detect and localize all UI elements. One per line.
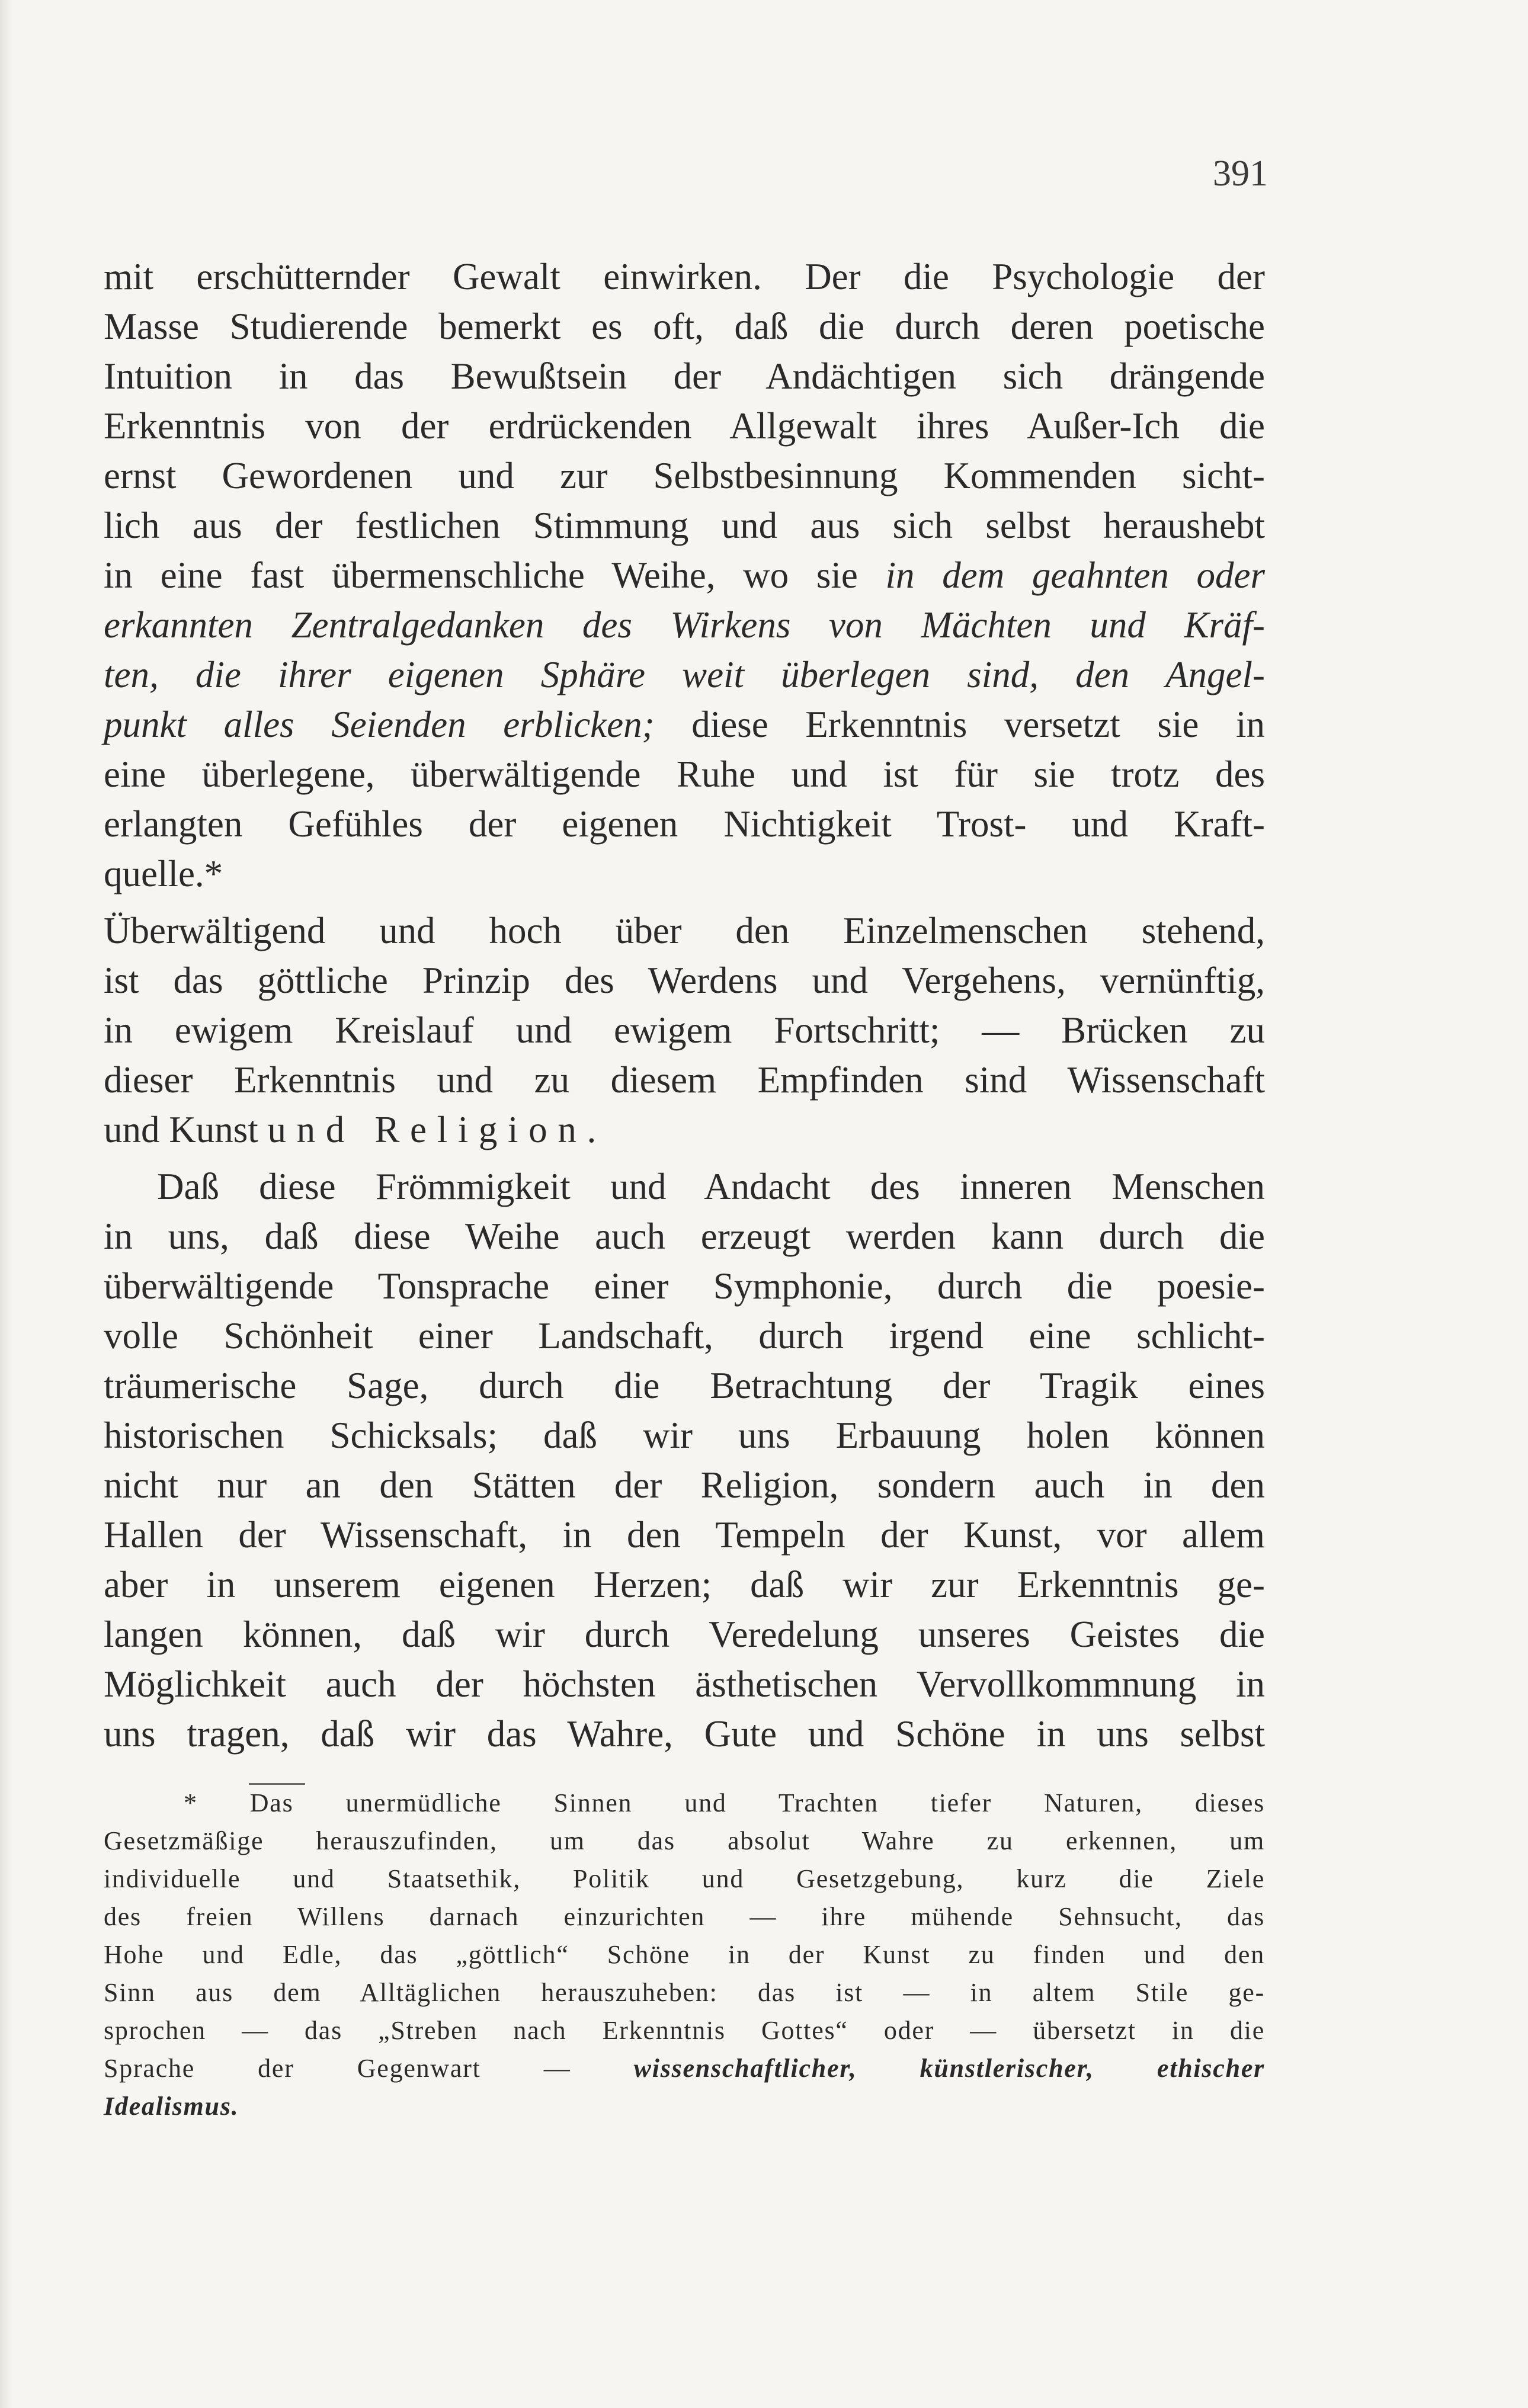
text-line: nicht nur an den Stätten der Religion, sondern auch in den bbox=[104, 1464, 1265, 1506]
text-line: langen können, daß wir durch Veredelung unseres Geistes die bbox=[104, 1614, 1265, 1655]
text-line: überwältigende Tonsprache einer Symphonie, durch die poesie- bbox=[104, 1265, 1265, 1307]
text-line: ernst Gewordenen und zur Selbstbesinnung Kommenden sicht- bbox=[104, 455, 1265, 496]
text-line: in uns, daß diese Weihe auch erzeugt werden kann durch die bbox=[104, 1216, 1265, 1257]
footnote-line: sprochen — das „Streben nach Erkenntnis Gottes“ oder — übersetzt in die bbox=[104, 2016, 1265, 2045]
footnote-line: * Das unermüdliche Sinnen und Trachten tiefer Naturen, dieses bbox=[184, 1788, 1265, 1817]
text-line: erlangten Gefühles der eigenen Nichtigkeit Trost- und Kraft- bbox=[104, 803, 1265, 845]
paragraph-gap bbox=[104, 1155, 1265, 1162]
footnote-line: Idealismus. bbox=[104, 2092, 239, 2121]
text-line: träumerische Sage, durch die Betrachtung der Tragik eines bbox=[104, 1365, 1265, 1406]
text-line: Daß diese Frömmigkeit und Andacht des inneren Menschen bbox=[157, 1166, 1265, 1207]
text-line: Intuition in das Bewußtsein der Andächtigen sich drängende bbox=[104, 355, 1265, 397]
text-line: mit erschütternder Gewalt einwirken. Der die Psychologie der bbox=[104, 256, 1265, 297]
text-line: und Kunst und Religion. bbox=[104, 1109, 597, 1150]
text-line: uns tragen, daß wir das Wahre, Gute und Schöne in uns selbst bbox=[104, 1713, 1265, 1755]
text-line: ten, die ihrer eigenen Sphäre weit überlegen sind, den Angel- bbox=[104, 654, 1265, 695]
text-line: volle Schönheit einer Landschaft, durch irgend eine schlicht- bbox=[104, 1315, 1265, 1357]
text-line: aber in unserem eigenen Herzen; daß wir zur Erkenntnis ge- bbox=[104, 1564, 1265, 1605]
text-line: Masse Studierende bemerkt es oft, daß die durch deren poetische bbox=[104, 306, 1265, 347]
text-line: erkannten Zentralgedanken des Wirkens von Mächten und Kräf- bbox=[104, 604, 1265, 646]
footnote-line: Hohe und Edle, das „göttlich“ Schöne in der Kunst zu finden und den bbox=[104, 1940, 1265, 1969]
main-text bbox=[104, 252, 1265, 1759]
text-line: in eine fast übermenschliche Weihe, wo sie in dem geahnten oder bbox=[104, 554, 1265, 596]
text-line: ist das göttliche Prinzip des Werdens und Vergehens, vernünftig, bbox=[104, 960, 1265, 1001]
footnote bbox=[104, 1784, 1265, 2125]
page-number: 391 bbox=[1213, 153, 1268, 194]
text-line: Erkenntnis von der erdrückenden Allgewalt ihres Außer-Ich die bbox=[104, 405, 1265, 447]
text-line: Hallen der Wissenschaft, in den Tempeln der Kunst, vor allem bbox=[104, 1514, 1265, 1556]
paragraph-gap bbox=[104, 899, 1265, 906]
footnote-line: Sinn aus dem Alltäglichen herauszuheben: das ist — in altem Stile ge- bbox=[104, 1978, 1265, 2007]
scan-edge bbox=[0, 0, 13, 2408]
text-line: quelle.* bbox=[104, 853, 223, 894]
text-line: punkt alles Seienden erblicken; diese Erkenntnis versetzt sie in bbox=[104, 704, 1265, 745]
text-line: eine überlegene, überwältigende Ruhe und ist für sie trotz des bbox=[104, 753, 1265, 795]
text-line: historischen Schicksals; daß wir uns Erbauung holen können bbox=[104, 1415, 1265, 1456]
footnote-line: Gesetzmäßige herauszufinden, um das absolut Wahre zu erkennen, um bbox=[104, 1826, 1265, 1855]
text-line: dieser Erkenntnis und zu diesem Empfinden sind Wissenschaft bbox=[104, 1059, 1265, 1101]
footnote-line: individuelle und Staatsethik, Politik und Gesetzgebung, kurz die Ziele bbox=[104, 1864, 1265, 1893]
text-line: in ewigem Kreislauf und ewigem Fortschritt; — Brücken zu bbox=[104, 1009, 1265, 1051]
text-line: lich aus der festlichen Stimmung und aus sich selbst heraushebt bbox=[104, 505, 1265, 546]
footnote-line: des freien Willens darnach einzurichten — ihre mühende Sehnsucht, das bbox=[104, 1902, 1265, 1931]
text-line: Möglichkeit auch der höchsten ästhetischen Vervollkommnung in bbox=[104, 1663, 1265, 1705]
text-line: Überwältigend und hoch über den Einzelmenschen stehend, bbox=[104, 910, 1265, 951]
footnote-line: Sprache der Gegenwart — wissenschaftlicher, künstlerischer, ethischer bbox=[104, 2054, 1265, 2083]
